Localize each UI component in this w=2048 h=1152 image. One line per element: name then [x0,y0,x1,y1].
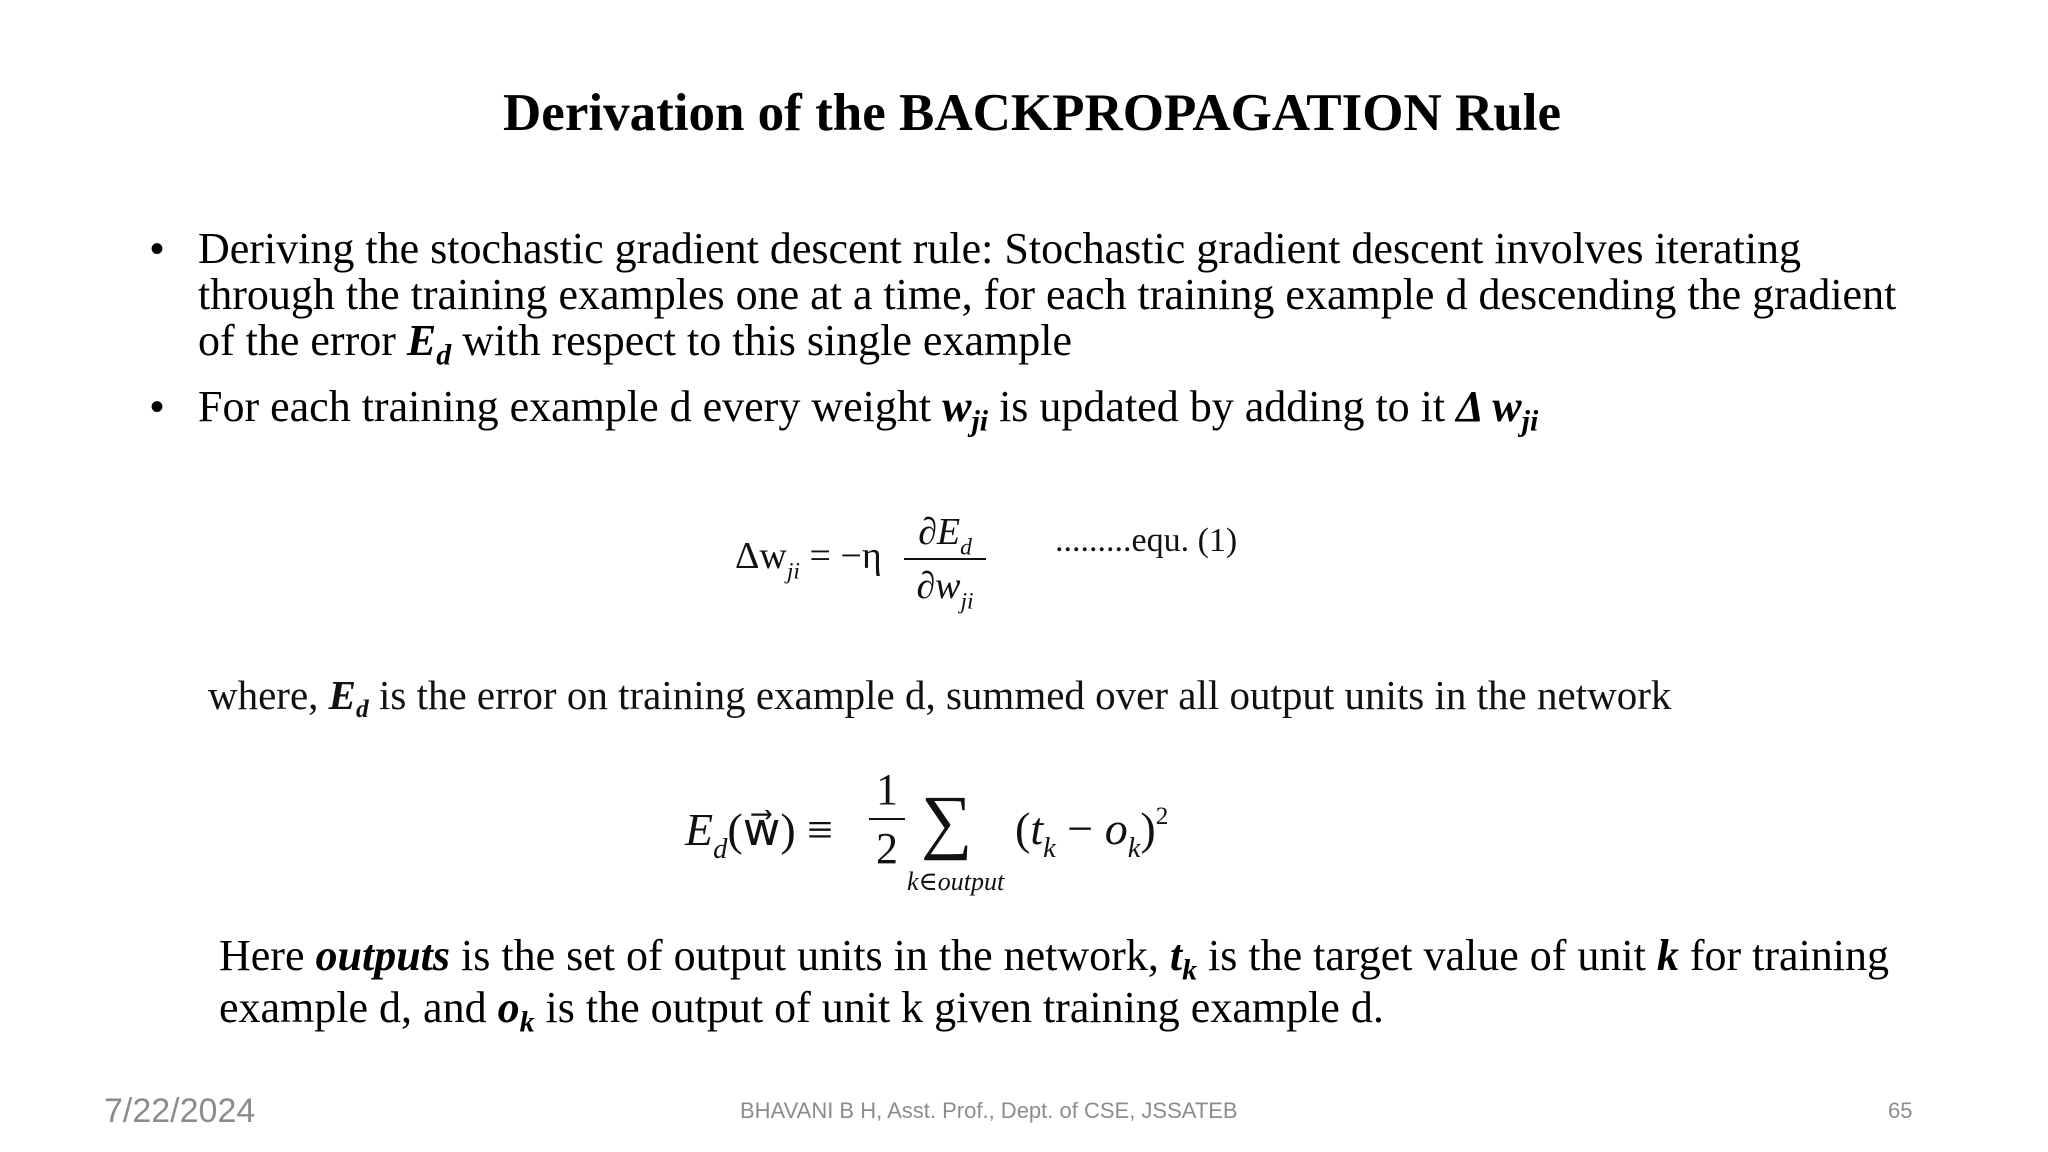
equation-2-rhs: $(t_k - o_k)^2$ [1015,801,1169,864]
bullet-item-weight-update [150,382,1930,438]
target-symbol: $t_k$ [1169,931,1198,987]
delta-weight-symbol: Δ $w_{ji}$ [1456,382,1539,438]
outputs-term: outputs [315,931,451,980]
output-symbol: $o_k$ [497,983,535,1039]
footer-page-number: 65 [1888,1098,1913,1123]
bullet-item-sgd [150,224,1930,372]
sum-index: k∈output [907,867,1005,896]
weight-symbol: $w_{ji}$ [942,382,989,438]
bullet-dot-icon: • [150,227,165,271]
equation-1-lhs: $\Delta w_{ji} = -\eta$ [735,535,882,585]
unit-k-symbol: k [1656,931,1679,980]
footer-date: 7/22/2024 [104,1092,256,1130]
error-symbol: $E_d$ [328,672,369,724]
footer-author: BHAVANI B H, Asst. Prof., Dept. of CSE, JSSATEB [740,1098,1238,1123]
bullet-list [150,226,1930,450]
equation-1-fraction: $\partial E_d$ $\partial w_{ji}$ [904,508,986,610]
bullet-text-end: with respect to this single example [451,316,1072,365]
bullet-dot-icon: • [150,385,165,429]
equation-1 [735,505,1255,625]
fraction-bar [904,558,986,560]
fraction-bar [869,818,905,820]
equation-2-lhs: $E_d(w⃗)$ ≡ [685,804,834,865]
explanation-paragraph: Here outputs is the set of output units in the network, $t_k$ is the target value of unit k for training example d, and $o_k$ is the output of unit k given training example d. [219,931,1890,1039]
error-symbol: $E_d$ [406,316,452,372]
equation-2-half-fraction: 1 2 [869,765,905,875]
sum-symbol: ∑ [921,781,973,861]
equation-1-tag: .........equ. (1) [1055,522,1238,559]
bullet-text-mid: is updated by adding to it [988,382,1457,431]
slide-title: Derivation of the BACKPROPAGATION Rule [503,84,1561,142]
bullet-text: For each training example d every weight [198,382,943,431]
bullet-text: Deriving the stochastic gradient descent rule: Stochastic gradient descent involves iterating through the training examples one at a time, for each training example d descending the gradient of the error [198,224,1897,365]
where-line: where, $E_d$ is the error on training example d, summed over all output units in the network [208,672,1672,724]
equation-2 [685,765,1225,905]
